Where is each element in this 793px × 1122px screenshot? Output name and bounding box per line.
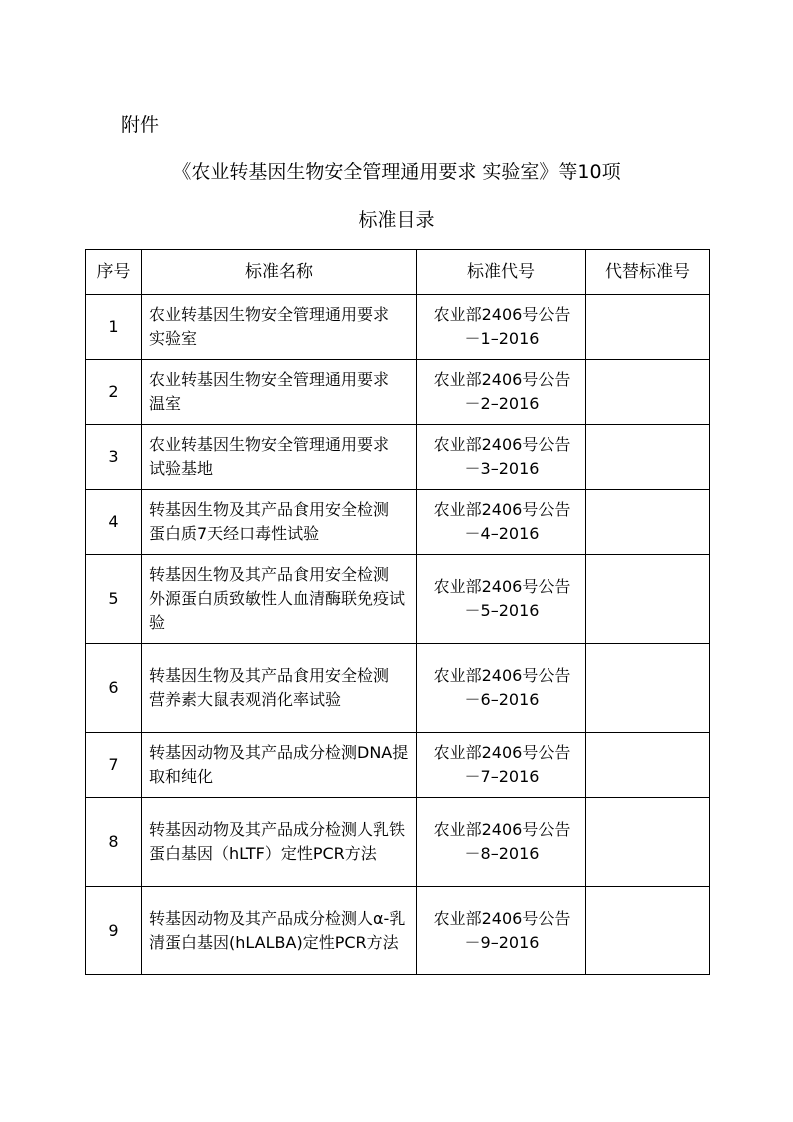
- row-replaces: [586, 798, 710, 887]
- row-name: 转基因生物及其产品食用安全检测 蛋白质7天经口毒性试验: [142, 490, 417, 555]
- row-name: 转基因生物及其产品食用安全检测 外源蛋白质致敏性人血清酶联免疫试验: [142, 555, 417, 644]
- table-row: [86, 887, 710, 975]
- header-seq: 序号: [86, 250, 142, 295]
- row-replaces: [586, 555, 710, 644]
- table-row: [86, 798, 710, 887]
- row-replaces: [586, 295, 710, 360]
- row-replaces: [586, 490, 710, 555]
- table-row: [86, 555, 710, 644]
- row-code: 农业部2406号公告－9–2016: [417, 887, 586, 975]
- row-code: 农业部2406号公告－1–2016: [417, 295, 586, 360]
- row-replaces: [586, 644, 710, 733]
- row-name: 转基因动物及其产品成分检测DNA提取和纯化: [142, 733, 417, 798]
- row-seq: 2: [86, 360, 142, 425]
- row-replaces: [586, 733, 710, 798]
- row-name: 农业转基因生物安全管理通用要求 温室: [142, 360, 417, 425]
- row-replaces: [586, 425, 710, 490]
- row-name: 农业转基因生物安全管理通用要求 实验室: [142, 295, 417, 360]
- row-replaces: [586, 360, 710, 425]
- row-seq: 3: [86, 425, 142, 490]
- row-name: 转基因动物及其产品成分检测人α-乳清蛋白基因(hLALBA)定性PCR方法: [142, 887, 417, 975]
- row-seq: 7: [86, 733, 142, 798]
- row-code: 农业部2406号公告－3–2016: [417, 425, 586, 490]
- row-seq: 8: [86, 798, 142, 887]
- row-code: 农业部2406号公告－4–2016: [417, 490, 586, 555]
- row-seq: 9: [86, 887, 142, 975]
- table-row: [86, 295, 710, 360]
- row-code: 农业部2406号公告－2–2016: [417, 360, 586, 425]
- row-code: 农业部2406号公告－8–2016: [417, 798, 586, 887]
- document-title: 《农业转基因生物安全管理通用要求 实验室》等10项: [172, 161, 621, 183]
- document-subtitle: 标准目录: [358, 209, 435, 231]
- row-seq: 6: [86, 644, 142, 733]
- row-code: 农业部2406号公告－7–2016: [417, 733, 586, 798]
- standards-table: [85, 249, 710, 975]
- row-seq: 4: [86, 490, 142, 555]
- row-name: 转基因生物及其产品食用安全检测 营养素大鼠表观消化率试验: [142, 644, 417, 733]
- table-row: [86, 490, 710, 555]
- row-name: 转基因动物及其产品成分检测人乳铁蛋白基因（hLTF）定性PCR方法: [142, 798, 417, 887]
- row-replaces: [586, 887, 710, 975]
- table-row: [86, 360, 710, 425]
- table-row: [86, 644, 710, 733]
- table-header-row: [86, 250, 710, 295]
- row-code: 农业部2406号公告－5–2016: [417, 555, 586, 644]
- row-seq: 1: [86, 295, 142, 360]
- row-code: 农业部2406号公告－6–2016: [417, 644, 586, 733]
- row-seq: 5: [86, 555, 142, 644]
- row-name: 农业转基因生物安全管理通用要求 试验基地: [142, 425, 417, 490]
- table-row: [86, 425, 710, 490]
- header-replaces: 代替标准号: [586, 250, 710, 295]
- table-row: [86, 733, 710, 798]
- attachment-label: 附件: [121, 114, 160, 136]
- header-name: 标准名称: [142, 250, 417, 295]
- header-code: 标准代号: [417, 250, 586, 295]
